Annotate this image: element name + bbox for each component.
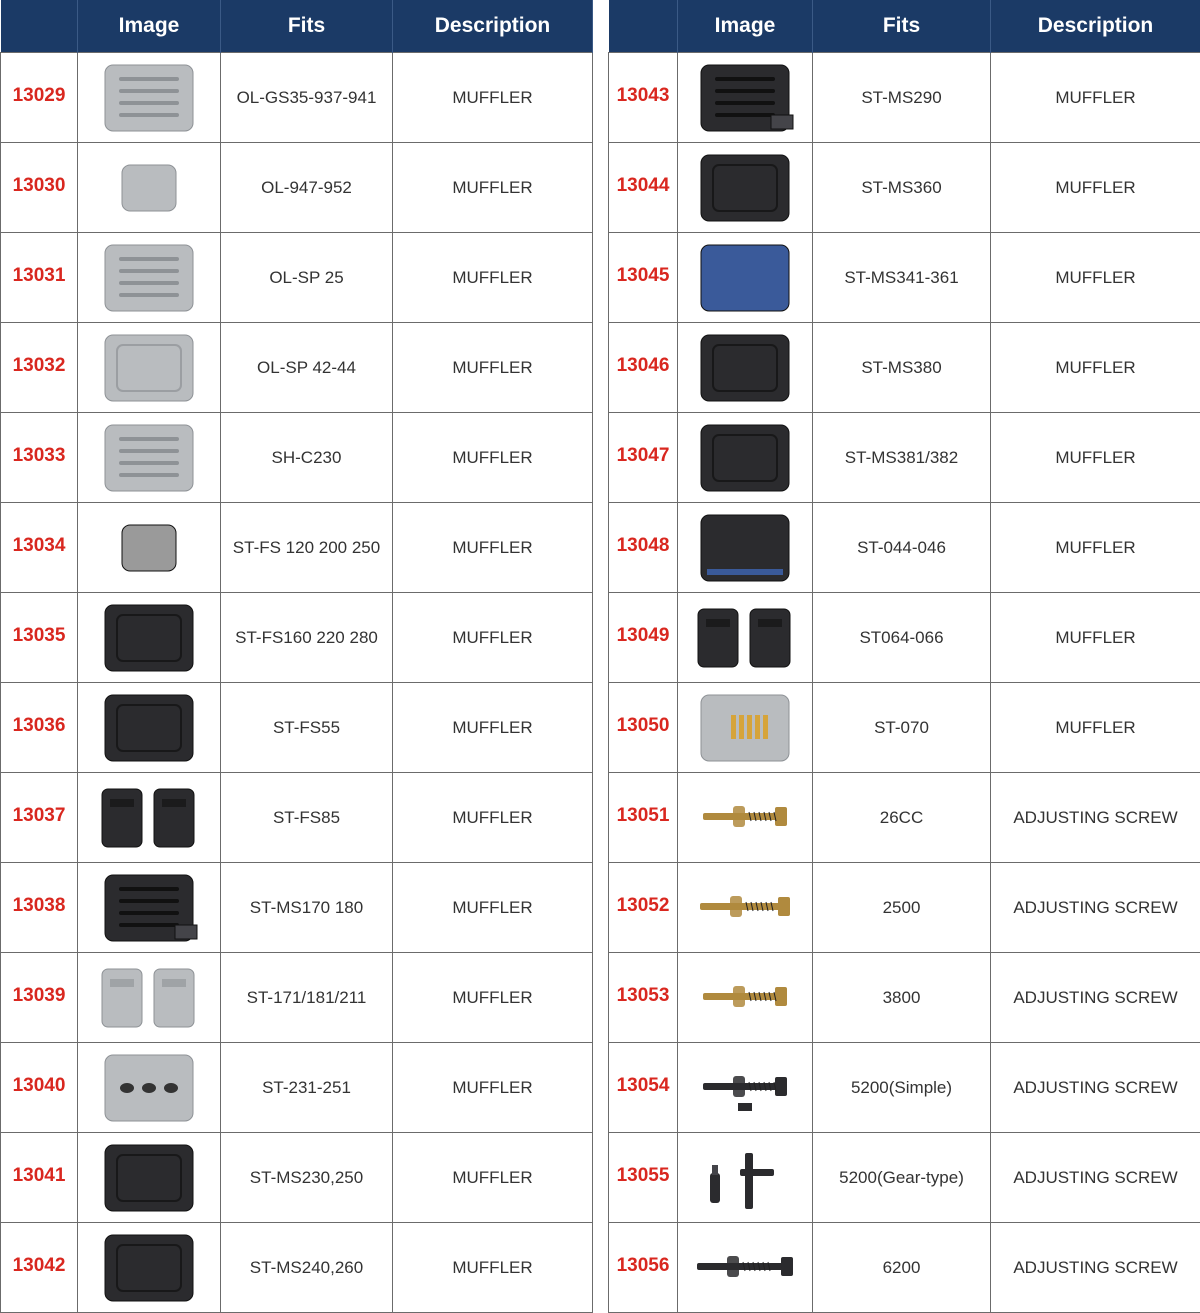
part-description: MUFFLER xyxy=(393,773,593,863)
part-image-cell xyxy=(678,53,813,143)
muffler-dark-with-plate-icon xyxy=(690,55,800,141)
part-fits: OL-SP 25 xyxy=(221,233,393,323)
part-description: MUFFLER xyxy=(393,593,593,683)
part-description: ADJUSTING SCREW xyxy=(991,1043,1200,1133)
parts-table-left xyxy=(0,0,593,1313)
table-row xyxy=(609,1043,1200,1133)
part-description: MUFFLER xyxy=(393,1223,593,1313)
muffler-dark-angled-icon xyxy=(690,415,800,501)
part-fits: OL-GS35-937-941 xyxy=(221,53,393,143)
part-description: MUFFLER xyxy=(991,503,1200,593)
muffler-silver-pair-icon xyxy=(94,955,204,1041)
part-image-cell xyxy=(78,1043,221,1133)
screw-black-icon xyxy=(690,1045,800,1131)
part-code: 13041 xyxy=(1,1133,78,1223)
table-row xyxy=(1,323,593,413)
part-code: 13052 xyxy=(609,863,678,953)
muffler-dark-angled-icon xyxy=(690,325,800,411)
part-fits: ST-MS381/382 xyxy=(813,413,991,503)
muffler-silver-box-icon xyxy=(94,325,204,411)
table-row xyxy=(609,233,1200,323)
table-row xyxy=(1,593,593,683)
table-row xyxy=(609,593,1200,683)
part-code: 13033 xyxy=(1,413,78,503)
fits-column-header: Fits xyxy=(221,0,393,53)
part-fits: 5200(Simple) xyxy=(813,1043,991,1133)
part-code: 13046 xyxy=(609,323,678,413)
part-fits: OL-SP 42-44 xyxy=(221,323,393,413)
part-fits: ST-FS85 xyxy=(221,773,393,863)
part-code: 13039 xyxy=(1,953,78,1043)
table-row xyxy=(1,773,593,863)
description-column-header: Description xyxy=(991,0,1200,53)
part-code: 13047 xyxy=(609,413,678,503)
part-code: 13048 xyxy=(609,503,678,593)
table-row xyxy=(609,773,1200,863)
part-fits: ST-070 xyxy=(813,683,991,773)
table-row xyxy=(609,1133,1200,1223)
table-row xyxy=(609,53,1200,143)
part-code: 13035 xyxy=(1,593,78,683)
part-image-cell xyxy=(678,593,813,683)
part-description: MUFFLER xyxy=(991,683,1200,773)
part-image-cell xyxy=(78,53,221,143)
table-row xyxy=(609,413,1200,503)
code-column-header xyxy=(1,0,78,53)
image-column-header: Image xyxy=(78,0,221,53)
table-row xyxy=(1,413,593,503)
part-description: MUFFLER xyxy=(393,1133,593,1223)
part-fits: ST-MS341-361 xyxy=(813,233,991,323)
screw-brass-large-icon xyxy=(690,865,800,951)
screw-brass-icon xyxy=(690,775,800,861)
table-row xyxy=(609,863,1200,953)
part-description: ADJUSTING SCREW xyxy=(991,1133,1200,1223)
part-description: ADJUSTING SCREW xyxy=(991,953,1200,1043)
table-row xyxy=(1,503,593,593)
screw-black-gear-icon xyxy=(690,1135,800,1221)
part-code: 13054 xyxy=(609,1043,678,1133)
part-code: 13043 xyxy=(609,53,678,143)
part-image-cell xyxy=(678,953,813,1043)
part-image-cell xyxy=(678,683,813,773)
muffler-dark-wide-icon xyxy=(690,145,800,231)
table-row xyxy=(609,953,1200,1043)
screw-black-long-icon xyxy=(690,1225,800,1311)
part-code: 13044 xyxy=(609,143,678,233)
part-fits: ST-171/181/211 xyxy=(221,953,393,1043)
part-fits: ST-FS160 220 280 xyxy=(221,593,393,683)
part-image-cell xyxy=(678,1043,813,1133)
part-code: 13037 xyxy=(1,773,78,863)
part-image-cell xyxy=(678,773,813,863)
part-code: 13029 xyxy=(1,53,78,143)
part-fits: 3800 xyxy=(813,953,991,1043)
table-row xyxy=(1,683,593,773)
part-code: 13042 xyxy=(1,1223,78,1313)
part-fits: ST-MS290 xyxy=(813,53,991,143)
part-image-cell xyxy=(678,863,813,953)
part-fits: ST-231-251 xyxy=(221,1043,393,1133)
part-description: ADJUSTING SCREW xyxy=(991,1223,1200,1313)
part-image-cell xyxy=(78,1223,221,1313)
code-column-header xyxy=(609,0,678,53)
part-code: 13032 xyxy=(1,323,78,413)
part-description: MUFFLER xyxy=(393,683,593,773)
part-code: 13034 xyxy=(1,503,78,593)
muffler-dark-block-icon xyxy=(94,1225,204,1311)
part-description: MUFFLER xyxy=(393,413,593,503)
part-image-cell xyxy=(678,413,813,503)
part-description: ADJUSTING SCREW xyxy=(991,863,1200,953)
description-column-header: Description xyxy=(393,0,593,53)
table-row xyxy=(1,1133,593,1223)
part-description: MUFFLER xyxy=(991,53,1200,143)
part-fits: 5200(Gear-type) xyxy=(813,1133,991,1223)
part-image-cell xyxy=(678,503,813,593)
part-image-cell xyxy=(78,323,221,413)
part-description: MUFFLER xyxy=(393,323,593,413)
muffler-silver-ribbed-icon xyxy=(94,235,204,321)
part-description: MUFFLER xyxy=(393,143,593,233)
table-row xyxy=(1,1043,593,1133)
part-code: 13038 xyxy=(1,863,78,953)
part-code: 13045 xyxy=(609,233,678,323)
table-row xyxy=(1,1223,593,1313)
part-code: 13036 xyxy=(1,683,78,773)
muffler-silver-plate-icon xyxy=(94,415,204,501)
part-code: 13055 xyxy=(609,1133,678,1223)
part-image-cell xyxy=(78,143,221,233)
part-code: 13031 xyxy=(1,233,78,323)
muffler-grey-small-icon xyxy=(94,505,204,591)
part-description: MUFFLER xyxy=(991,593,1200,683)
part-description: MUFFLER xyxy=(991,323,1200,413)
part-code: 13049 xyxy=(609,593,678,683)
part-code: 13051 xyxy=(609,773,678,863)
table-row xyxy=(609,503,1200,593)
part-description: MUFFLER xyxy=(393,53,593,143)
part-code: 13053 xyxy=(609,953,678,1043)
muffler-silver-small-icon xyxy=(94,145,204,231)
part-fits: 26CC xyxy=(813,773,991,863)
part-image-cell xyxy=(78,233,221,323)
table-row xyxy=(609,323,1200,413)
part-description: MUFFLER xyxy=(393,953,593,1043)
part-image-cell xyxy=(678,323,813,413)
part-fits: ST-MS360 xyxy=(813,143,991,233)
part-image-cell xyxy=(78,863,221,953)
table-header xyxy=(609,0,1200,53)
part-fits: ST-MS170 180 xyxy=(221,863,393,953)
part-description: MUFFLER xyxy=(393,863,593,953)
part-image-cell xyxy=(78,773,221,863)
part-fits: ST-FS 120 200 250 xyxy=(221,503,393,593)
muffler-dark-pair-icon xyxy=(94,775,204,861)
image-column-header: Image xyxy=(678,0,813,53)
muffler-black-blue-icon xyxy=(690,505,800,591)
part-image-cell xyxy=(78,413,221,503)
table-row xyxy=(1,143,593,233)
part-fits: ST-MS230,250 xyxy=(221,1133,393,1223)
muffler-dark-shield-icon xyxy=(94,595,204,681)
table-row xyxy=(1,863,593,953)
part-fits: ST-FS55 xyxy=(221,683,393,773)
part-image-cell xyxy=(678,143,813,233)
part-fits: 6200 xyxy=(813,1223,991,1313)
part-image-cell xyxy=(78,503,221,593)
part-description: ADJUSTING SCREW xyxy=(991,773,1200,863)
screw-brass-icon xyxy=(690,955,800,1041)
part-code: 13050 xyxy=(609,683,678,773)
part-fits: ST-MS240,260 xyxy=(221,1223,393,1313)
part-image-cell xyxy=(78,953,221,1043)
part-image-cell xyxy=(78,593,221,683)
part-fits: OL-947-952 xyxy=(221,143,393,233)
muffler-dark-pair-icon xyxy=(690,595,800,681)
part-image-cell xyxy=(678,233,813,323)
muffler-silver-finned-icon xyxy=(94,55,204,141)
muffler-silver-holes-icon xyxy=(94,1045,204,1131)
part-code: 13056 xyxy=(609,1223,678,1313)
part-fits: ST064-066 xyxy=(813,593,991,683)
table-row xyxy=(609,683,1200,773)
part-image-cell xyxy=(678,1223,813,1313)
part-description: MUFFLER xyxy=(393,233,593,323)
muffler-dark-round-icon xyxy=(94,685,204,771)
table-row xyxy=(609,143,1200,233)
part-description: MUFFLER xyxy=(393,503,593,593)
part-description: MUFFLER xyxy=(991,413,1200,503)
muffler-blue-dark-icon xyxy=(690,235,800,321)
part-fits: 2500 xyxy=(813,863,991,953)
part-description: MUFFLER xyxy=(991,143,1200,233)
table-row xyxy=(1,953,593,1043)
muffler-silver-caged-icon xyxy=(690,685,800,771)
part-image-cell xyxy=(78,1133,221,1223)
part-code: 13030 xyxy=(1,143,78,233)
part-image-cell xyxy=(678,1133,813,1223)
part-code: 13040 xyxy=(1,1043,78,1133)
part-description: MUFFLER xyxy=(393,1043,593,1133)
table-row xyxy=(1,53,593,143)
part-fits: ST-MS380 xyxy=(813,323,991,413)
part-image-cell xyxy=(78,683,221,773)
fits-column-header: Fits xyxy=(813,0,991,53)
table-row xyxy=(1,233,593,323)
muffler-dark-with-plate-icon xyxy=(94,865,204,951)
table-row xyxy=(609,1223,1200,1313)
muffler-dark-block-icon xyxy=(94,1135,204,1221)
table-header xyxy=(1,0,593,53)
part-fits: ST-044-046 xyxy=(813,503,991,593)
parts-table-right xyxy=(608,0,1200,1313)
part-description: MUFFLER xyxy=(991,233,1200,323)
part-fits: SH-C230 xyxy=(221,413,393,503)
